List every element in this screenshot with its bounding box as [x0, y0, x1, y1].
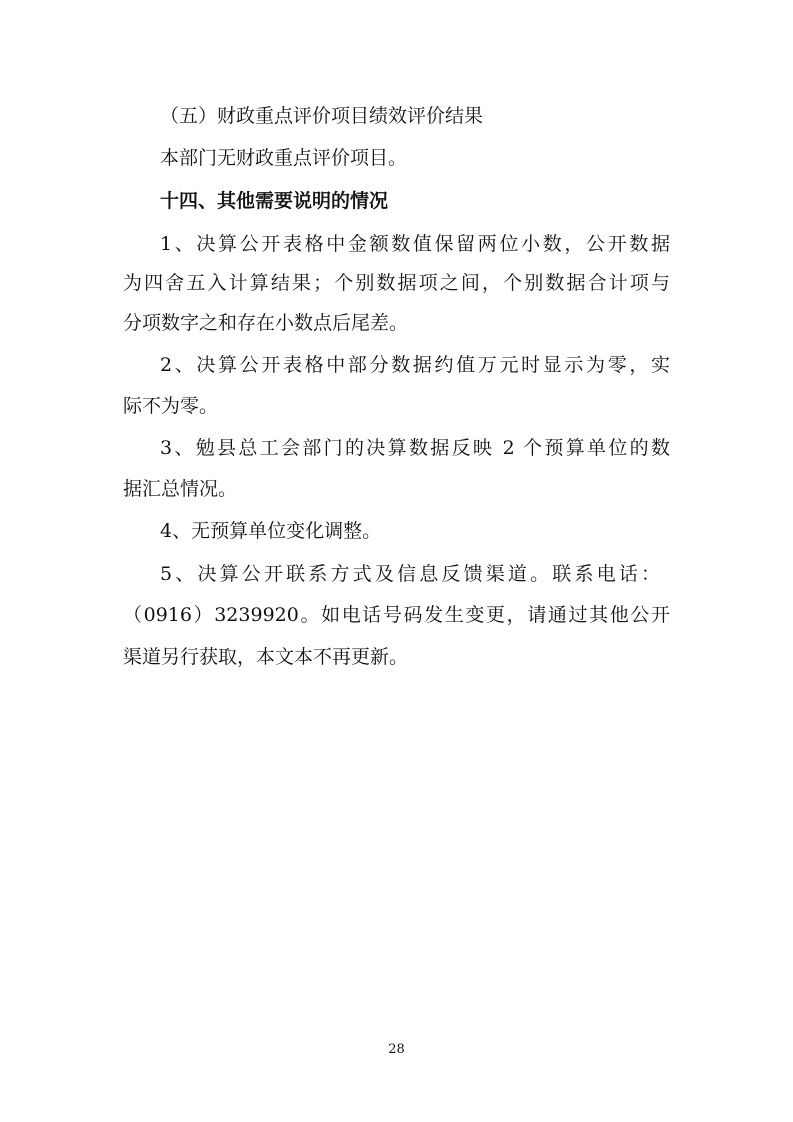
item-5-line-1: 5、决算公开联系方式及信息反馈渠道。联系电话： [160, 563, 660, 585]
item-4-line-1: 4、无预算单位变化调整。 [160, 520, 382, 542]
item-2-line-1: 2、决算公开表格中部分数据约值万元时显示为零，实 [160, 354, 670, 376]
item-1-line-1: 1、决算公开表格中金额数值保留两位小数，公开数据 [160, 233, 670, 255]
page-number: 28 [388, 1042, 405, 1057]
item-1-line-2: 为四舍五入计算结果；个别数据项之间，个别数据合计项与 [123, 272, 670, 294]
subsection-body: 本部门无财政重点评价项目。 [160, 147, 408, 169]
item-5-line-2: （0916）3239920。如电话号码发生变更，请通过其他公开 [123, 604, 670, 626]
item-1-line-3: 分项数字之和存在小数点后尾差。 [123, 312, 409, 334]
item-3-line-2: 据汇总情况。 [123, 478, 238, 500]
item-3-line-1: 3、勉县总工会部门的决算数据反映 2 个预算单位的数 [160, 437, 670, 459]
item-2-line-2: 际不为零。 [123, 395, 219, 417]
item-5-line-3: 渠道另行获取，本文本不再更新。 [123, 646, 409, 668]
section-title: 十四、其他需要说明的情况 [160, 190, 389, 212]
subsection-title: （五）财政重点评价项目绩效评价结果 [160, 105, 484, 127]
